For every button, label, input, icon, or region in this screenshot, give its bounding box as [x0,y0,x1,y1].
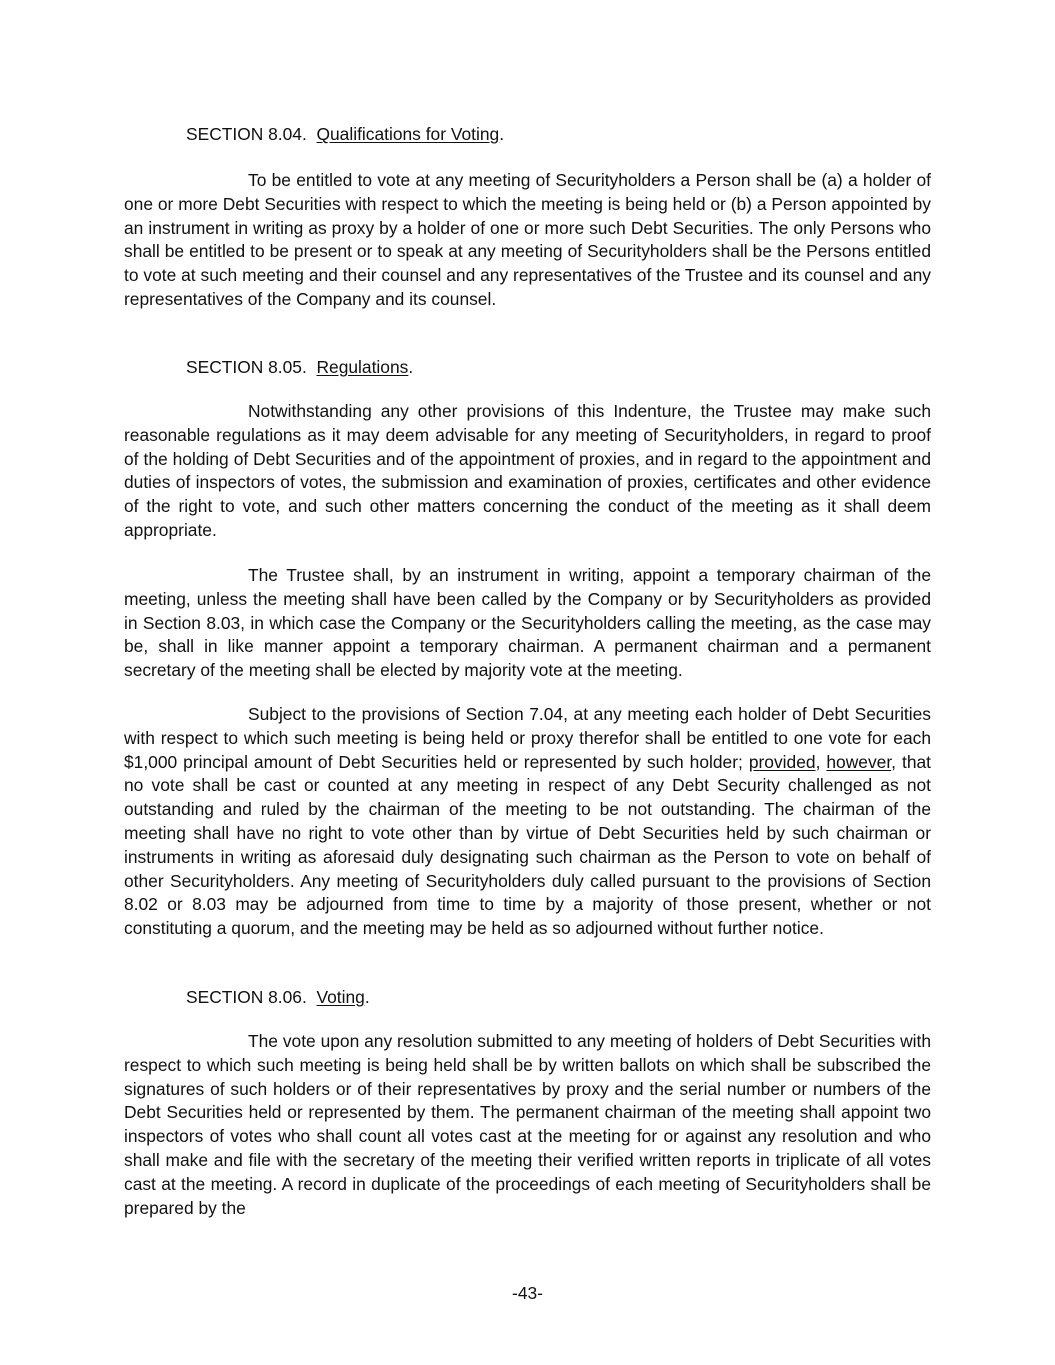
paragraph-voting-rights [124,703,931,941]
paragraph-qualifications: To be entitled to vote at any meeting of Securityholders a Person shall be (a) a holder of one or more Debt Securities with respect to which the meeting is being held or (b) a Person appointed by an instrument in writing as proxy by a holder of one or more such Debt Securities. The only Persons who shall be entitled to be present or to speak at any meeting of Securityholders shall be the Persons entitled to vote at such meeting and their counsel and any representatives of the Trustee and its counsel and any representatives of the Company and its counsel. [124,170,931,309]
section-title: Voting [316,987,365,1007]
section-number: SECTION 8.04. [186,124,307,144]
heading-period: . [364,987,370,1007]
page-number: -43- [512,1283,543,1303]
paragraph-voting: The vote upon any resolution submitted to any meeting of holders of Debt Securities with respect to which such meeting is being held shall be by written ballots on which shall be subscribed the signatures of such holders or of their representatives by proxy and the serial number or numbers of the Debt Securities held or represented by them. The permanent chairman of the meeting shall appoint two inspectors of votes who shall count all votes cast at the meeting for or against any resolution and who shall make and file with the secretary of the meeting their verified written reports in triplicate of all votes cast at the meeting. A record in duplicate of the proceedings of each meeting of Securityholders shall be prepared by the [124,1031,931,1218]
section-title: Regulations [316,357,409,377]
paragraph-text: , [815,751,827,772]
section-number: SECTION 8.05. [186,357,307,377]
paragraph-text: , that no vote shall be cast or counted at any meeting in respect of any Debt Security challenged as not outstanding and ruled by the chairman of the meeting to be not outstanding. The chairman of the meeting shall have no right to vote other than by virtue of Debt Securities held by such chairman or instruments in writing as aforesaid duly designating such chairman as the Person to vote on behalf of other Securityholders. Any meeting of Securityholders duly called pursuant to the provisions of Section 8.02 or 8.03 may be adjourned from time to time by a majority of those present, whether or not constituting a quorum, and the meeting may be held as so adjourned without further notice. [124,751,931,939]
section-heading-8-06 [186,986,370,1010]
section-heading-8-05 [186,356,413,380]
underlined-term-provided: provided [748,751,816,772]
heading-period: . [408,357,414,377]
paragraph-regulations: Notwithstanding any other provisions of this Indenture, the Trustee may make such reasonable regulations as it may deem advisable for any meeting of Securityholders, in regard to proof of the holding of Debt Securities and of the appointment of proxies, and in regard to the appointment and duties of inspectors of votes, the submission and examination of proxies, certificates and other evidence of the right to vote, and such other matters concerning the conduct of the meeting as it shall deem appropriate. [124,401,931,540]
heading-period: . [499,124,505,144]
underlined-term-however: however [826,751,892,772]
paragraph-text: Subject to the provisions of Section 7.04, at any meeting each holder of Debt Securities with respect to which such meeting is being held or proxy therefor shall be entitled to one vote for each $1,000 principal amount of Debt Securities held or represented by such holder; [124,704,931,772]
section-heading-8-04 [186,123,504,147]
section-number: SECTION 8.06. [186,987,307,1007]
section-title: Qualifications for Voting [316,124,500,144]
paragraph-temporary-chairman: The Trustee shall, by an instrument in writing, appoint a temporary chairman of the meeting, unless the meeting shall have been called by the Company or by Securityholders as provided in Section 8.03, in which case the Company or the Securityholders calling the meeting, as the case may be, shall in like manner appoint a temporary chairman. A permanent chairman and a permanent secretary of the meeting shall be elected by majority vote at the meeting. [124,565,931,681]
